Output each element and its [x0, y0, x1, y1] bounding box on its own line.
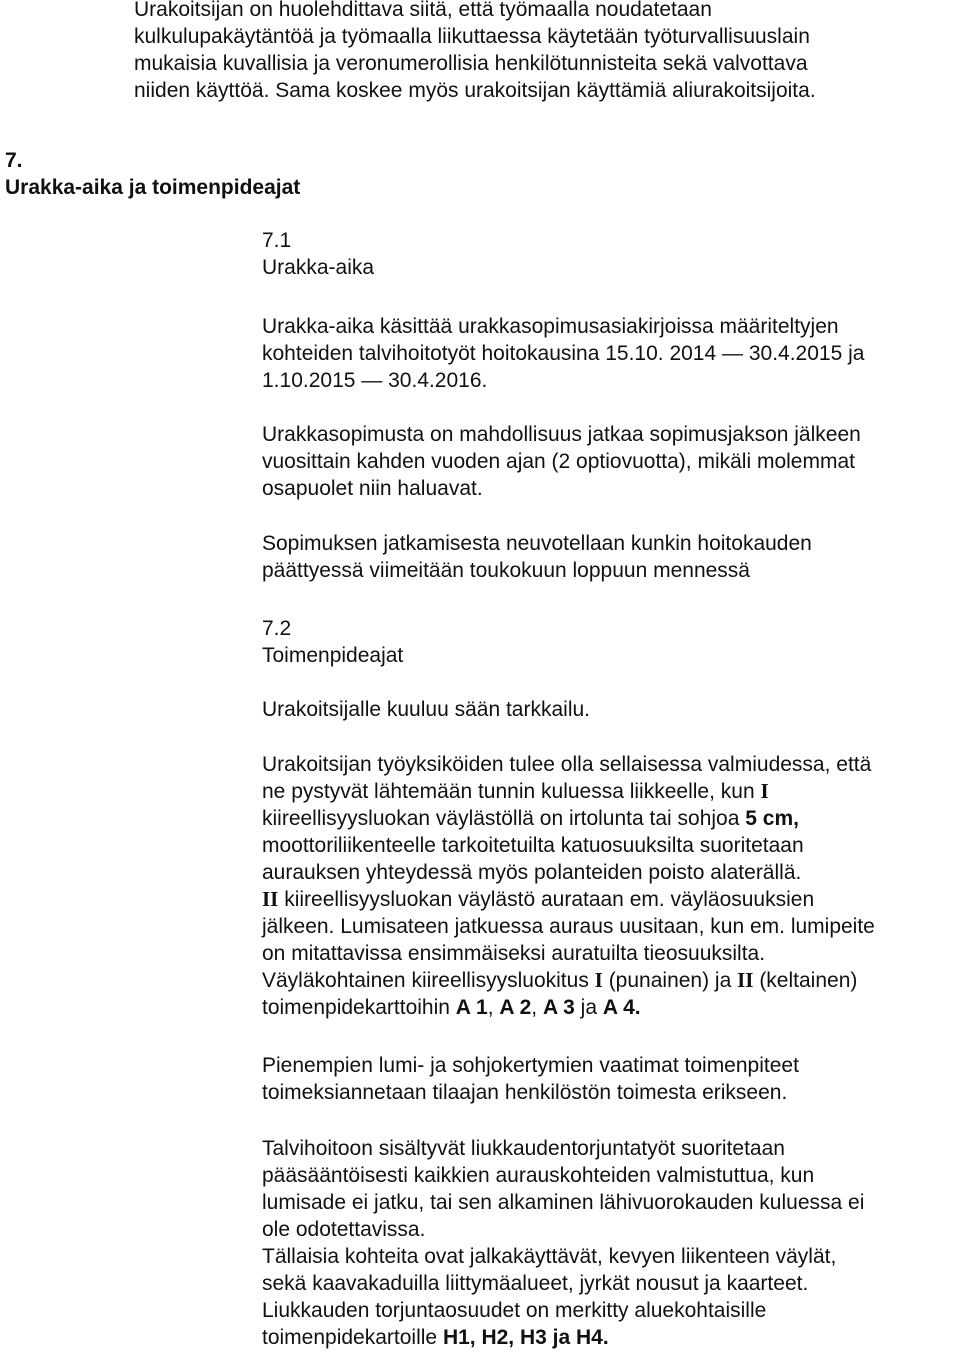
paragraph-line: pääsääntöisesti kaikkien aurauskohteiden valmistuttua, kun — [262, 1164, 815, 1187]
priority-class-label: I — [760, 779, 769, 803]
paragraph-line: vuosittain kahden vuoden ajan (2 optiovuotta), mikäli molemmat — [262, 450, 855, 473]
paragraph-line: Urakkasopimusta on mahdollisuus jatkaa sopimusjakson jälkeen — [262, 423, 861, 446]
weather-paragraph — [262, 696, 960, 723]
subsection-7-2-heading — [262, 615, 960, 669]
paragraph-line: Urakka-aika käsittää urakkasopimusasiakirjoissa määriteltyjen — [262, 315, 839, 338]
subsection-number: 7.1 — [262, 229, 292, 252]
text-span: . — [634, 996, 641, 1019]
intro-paragraph — [134, 0, 934, 104]
intro-line: niiden käyttöä. Sama koskee myös urakoitsijan käyttämiä aliurakoitsijoita. — [134, 79, 816, 102]
text-span: kiireellisyysluokan väylästöllä on irtolunta tai sohjoa — [262, 807, 746, 830]
text-span: ne pystyvät lähtemään tunnin kuluessa liikkeelle, kun — [262, 780, 761, 803]
priority-class-label: II — [262, 887, 279, 911]
text-span: Väyläkohtainen kiireellisyysluokitus — [262, 969, 595, 992]
paragraph-line: Liukkauden torjuntaosuudet on merkitty aluekohtaisille — [262, 1299, 767, 1322]
paragraph-line: toimeksiannetaan tilaajan henkilöstön toimesta erikseen. — [262, 1081, 788, 1104]
paragraph-line: kohteiden talvihoitotyöt hoitokausina 15.10. 2014 — 30.4.2015 ja — [262, 342, 865, 365]
text-span: (keltainen) — [753, 969, 858, 992]
paragraph-line: 1.10.2015 — 30.4.2016. — [262, 369, 488, 392]
paragraph-line: on mitattavissa ensimmäiseksi auratuilta tieosuuksilta. — [262, 942, 766, 965]
subsection-title: Urakka-aika — [262, 256, 375, 279]
paragraph-line: aurauksen yhteydessä myös polanteiden poisto alaterällä. — [262, 861, 802, 884]
small-snow-paragraph — [262, 1052, 960, 1106]
paragraph-line — [262, 886, 960, 913]
text-span: toimenpidekartoille — [262, 1326, 443, 1349]
negotiation-paragraph — [262, 530, 960, 584]
paragraph-line: sekä kaavakaduilla liittymäalueet, jyrkät nousut ja kaarteet. — [262, 1272, 809, 1295]
intro-line: kulkulupakäytäntöä ja työmaalla liikuttaessa käytetään työturvallisuuslain — [134, 25, 810, 48]
map-reference: A 1 — [455, 996, 488, 1019]
paragraph-line: päättyessä viimeitään toukokuun loppuun mennessä — [262, 559, 750, 582]
subsection-title: Toimenpideajat — [262, 644, 404, 667]
paragraph-line: lumisade ei jatku, tai sen alkaminen lähivuorokauden kuluessa ei — [262, 1191, 865, 1214]
paragraph-line: jälkeen. Lumisateen jatkuessa auraus uusitaan, kun em. lumipeite — [262, 915, 875, 938]
text-span: toimenpidekarttoihin — [262, 996, 456, 1019]
snow-depth-value: 5 cm, — [745, 807, 799, 830]
intro-line: Urakoitsijan on huolehdittava siitä, että työmaalla noudatetaan — [134, 0, 712, 21]
paragraph-line: ole odotettavissa. — [262, 1218, 426, 1241]
paragraph-line: Tällaisia kohteita ovat jalkakäyttävät, kevyen liikenteen väylät, — [262, 1245, 837, 1268]
text-span: kiireellisyysluokan väylästö aurataan em. väyläosuuksien — [278, 888, 815, 911]
paragraph-line: moottoriliikenteelle tarkoitetuilta katuosuuksilta suoritetaan — [262, 834, 804, 857]
readiness-paragraph — [262, 751, 960, 1021]
contract-period-paragraph — [262, 313, 960, 394]
map-reference: A 3 — [542, 996, 575, 1019]
subsection-7-1-heading — [262, 227, 960, 281]
priority-class-label: II — [737, 968, 754, 992]
section-number: 7. — [5, 149, 23, 172]
text-span: ja — [574, 996, 603, 1019]
paragraph-line: Talvihoitoon sisältyvät liukkaudentorjuntatyöt suoritetaan — [262, 1137, 785, 1160]
section-title: Urakka-aika ja toimenpideajat — [5, 176, 301, 199]
option-paragraph — [262, 421, 960, 502]
anti-slip-paragraph — [262, 1135, 960, 1351]
paragraph-line: Pienempien lumi- ja sohjokertymien vaatimat toimenpiteet — [262, 1054, 799, 1077]
text-span: , — [487, 996, 500, 1019]
map-reference: A 4 — [602, 996, 635, 1019]
priority-class-label: I — [594, 968, 603, 992]
text-span: , — [531, 996, 543, 1019]
paragraph-line: Sopimuksen jatkamisesta neuvotellaan kunkin hoitokauden — [262, 532, 812, 555]
paragraph-line: Urakoitsijalle kuuluu sään tarkkailu. — [262, 698, 590, 721]
paragraph-line: Urakoitsijan työyksiköiden tulee olla sellaisessa valmiudessa, että — [262, 753, 872, 776]
paragraph-line — [262, 778, 960, 805]
paragraph-line — [262, 967, 960, 994]
paragraph-line — [262, 994, 960, 1021]
map-reference: A 2 — [499, 996, 532, 1019]
text-span: (punainen) ja — [602, 969, 738, 992]
subsection-number: 7.2 — [262, 617, 292, 640]
paragraph-line: osapuolet niin haluavat. — [262, 477, 483, 500]
paragraph-line — [262, 805, 960, 832]
intro-line: mukaisia kuvallisia ja veronumerollisia henkilötunnisteita sekä valvottava — [134, 52, 808, 75]
map-reference: H1, H2, H3 ja H4. — [442, 1326, 609, 1349]
paragraph-line — [262, 1324, 960, 1351]
